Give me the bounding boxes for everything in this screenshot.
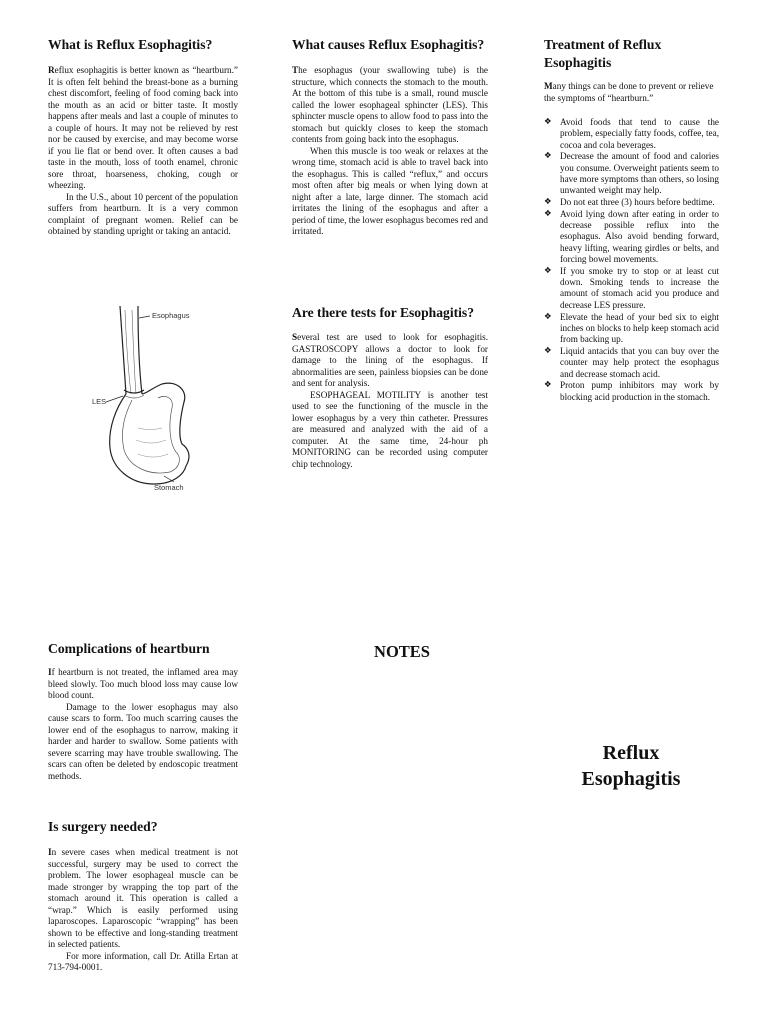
- paragraph-text: everal test are used to look for esophagitis. GASTROSCOPY allows a doctor to look for damage to the lining of the esophagus. If abnormalities are seen, painless biopsies can be done and sent for analysis.: [292, 332, 488, 388]
- paragraph-text: he esophagus (your swallowing tube) is the structure, which connects the stomach to the mouth. At the bottom of this tube is a small, round muscle called the lower esophageal sphincter (LES). This sphincter muscle opens to allow food to pass into the stomach but quickly closes to keep the stomach contents from going back into the esophagus.: [292, 65, 488, 144]
- paragraph-text: n severe cases when medical treatment is not successful, surgery may be used to correct the problem. The lower esophageal muscle can be made stronger by wrapping the top part of the stomach around it. This operation is called a “wrap.” Which is easily performed using laparoscopes. Laparoscopic “wrapping” has been shown to be effective and long-standing treatment in selected patients.: [48, 847, 238, 949]
- paragraph-what-is-1: [48, 65, 238, 192]
- section-treatment: [544, 36, 719, 403]
- drop-letter: S: [292, 332, 298, 342]
- label-les: LES: [92, 397, 107, 406]
- paragraph-tests-1: [292, 332, 488, 390]
- heading-tests: Are there tests for Esophagitis?: [292, 305, 474, 320]
- heading-treatment: Treatment of Reflux Esophagitis: [544, 37, 662, 70]
- label-stomach: Stomach: [154, 483, 184, 492]
- heading-surgery: Is surgery needed?: [48, 819, 158, 834]
- cover-title: [556, 740, 706, 792]
- list-item: ❖ Decrease the amount of food and calories you consume. Overweight patients seem to have more symptoms than others, so losing unwanted weight may help.: [544, 151, 719, 196]
- bullet-icon: ❖: [544, 380, 552, 391]
- paragraph-complications-1: [48, 667, 238, 702]
- heading-complications: Complications of heartburn: [48, 641, 210, 656]
- anatomy-illustration: [46, 298, 246, 498]
- cover-title-line2: Esophagitis: [581, 768, 681, 790]
- paragraph-tests-2: ESOPHAGEAL MOTILITY is another test used to see the functioning of the muscle in the lower esophagus by a very thin catheter. Pressures are measured and analyzed with the aid of a computer. At the same time, 24-hour ph MONITORING can be recorded using computer chip technology.: [292, 389, 488, 469]
- paragraph-contact: For more information, call Dr. Atilla Ertan at 713-794-0001.: [48, 950, 238, 972]
- paragraph-complications-2: Damage to the lower esophagus may also cause scars to form. Too much scarring causes the lower end of the esophagus to narrow, making it harder and harder to swallow. Some patients with severe scarring may have trouble swallowing. The scars can often be deleted by endoscopic treatment methods.: [48, 701, 238, 781]
- list-item: ❖ Elevate the head of your bed six to eight inches on blocks to help keep stomach acid from backing up.: [544, 311, 719, 345]
- section-surgery: [48, 818, 238, 974]
- bullet-icon: ❖: [544, 265, 552, 276]
- section-tests: [292, 304, 488, 470]
- section-what-is: [48, 36, 238, 238]
- bullet-icon: ❖: [544, 151, 552, 162]
- list-item: ❖ Do not eat three (3) hours before bedtime.: [544, 197, 715, 208]
- paragraph-what-is-2: In the U.S., about 10 percent of the population suffers from heartburn. It is a very common complaint of pregnant women. Relief can be obtained by standing upright or taking an antacid.: [48, 191, 238, 236]
- list-item: ❖ Avoid lying down after eating in order to decrease possible reflux into the esophagus. Also avoid bending forward, heavy lifting, wearing girdles or belts, and forcing bowel movements.: [544, 208, 719, 265]
- drop-letter: I: [48, 667, 52, 677]
- paragraph-causes-2: When this muscle is too weak or relaxes at the wrong time, stomach acid is able to travel back into the esophagus. This is called “reflux,” and occurs most often after big meals or when lying down at night after a late, large dinner. The stomach acid irritates the lining of the esophagus and after a period of time, the lower esophagus becomes red and irritated.: [292, 145, 488, 236]
- notes-title: NOTES: [374, 642, 430, 661]
- paragraph-text: eflux esophagitis is better known as “heartburn.” It is often felt behind the breast-bone as a burning chest discomfort, feeling of food coming back into the mouth as an acid or bitter taste. It mostly happens after meals and last a couple of minutes to a couple of hours. It may not be relieved by rest nor be caused by exercise, and may become worse if you lie flat or bend over. It often causes a bad taste in the mouth, loss of tooth enamel, chronic sore throat, hoarseness, choking, cough or wheezing.: [48, 65, 238, 190]
- bullet-icon: ❖: [544, 208, 552, 219]
- drop-letter: T: [292, 65, 299, 75]
- list-item: ❖ If you smoke try to stop or at least cut down. Smoking tends to increase the amount of stomach acid you produce and decrease LES pressure.: [544, 265, 719, 310]
- heading-what-is: What is Reflux Esophagitis?: [48, 37, 213, 52]
- list-item: ❖ Avoid foods that tend to cause the problem, especially fatty foods, coffee, tea, cocoa and cola beverages.: [544, 117, 719, 150]
- paragraph-treatment-intro: [544, 81, 719, 104]
- paragraph-text: any things can be done to prevent or relieve the symptoms of “heartburn.”: [544, 81, 714, 103]
- paragraph-text: f heartburn is not treated, the inflamed area may bleed slowly. Too much blood loss may cause low blood count.: [48, 667, 238, 700]
- drop-letter: M: [544, 81, 553, 91]
- bullet-icon: ❖: [544, 311, 552, 322]
- bullet-icon: ❖: [544, 345, 552, 356]
- section-complications: [48, 640, 238, 782]
- label-esophagus: Esophagus: [152, 311, 190, 320]
- paragraph-surgery-1: [48, 847, 238, 951]
- cover-title-line1: Reflux: [602, 742, 660, 764]
- drop-letter: I: [48, 847, 52, 857]
- paragraph-causes-1: [292, 65, 488, 146]
- section-what-causes: [292, 36, 488, 238]
- bullet-icon: ❖: [544, 197, 552, 208]
- list-item: ❖ Liquid antacids that you can buy over the counter may help protect the esophagus and decrease stomach acid.: [544, 345, 719, 379]
- treatment-list: [544, 117, 719, 403]
- heading-what-causes: What causes Reflux Esophagitis?: [292, 37, 485, 52]
- drop-letter: R: [48, 65, 55, 75]
- bullet-icon: ❖: [544, 117, 552, 127]
- list-item: ❖ Proton pump inhibitors may work by blocking acid production in the stomach.: [544, 380, 719, 402]
